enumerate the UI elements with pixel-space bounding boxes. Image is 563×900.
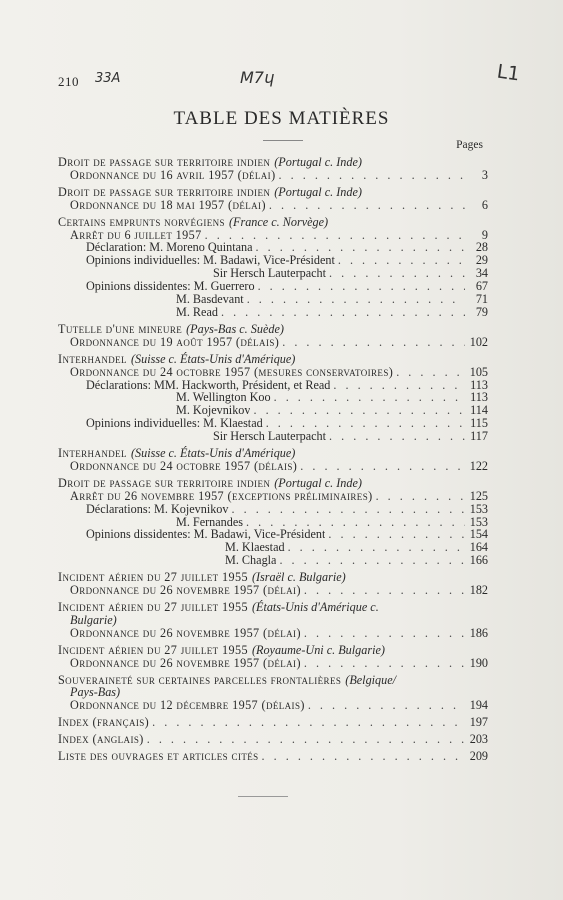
table-of-contents: [58, 152, 488, 763]
toc-page-number: 125: [469, 488, 488, 503]
toc-page-number: 113: [470, 390, 488, 405]
toc-entry: [58, 490, 488, 503]
toc-entry-text: Ordonnance du 24 octobre 1957 (délais): [70, 459, 298, 473]
toc-entry-parties: (Israël c. Bulgarie): [251, 570, 346, 585]
toc-entry-text: Incident aérien du 27 juillet 1955: [58, 571, 248, 585]
toc-page-number: 164: [469, 540, 488, 555]
toc-page-number: 166: [469, 553, 488, 568]
toc-entry-parties: (Portugal c. Inde): [274, 155, 362, 169]
toc-entry-text: Interhandel: [58, 447, 127, 460]
toc-entry-text: Déclarations: MM. Hackworth, Président, et Read: [86, 378, 331, 392]
toc-entry: [58, 733, 488, 746]
dot-leader: [147, 733, 465, 746]
toc-entry-parties: (Suisse c. États-Unis d'Amérique): [130, 446, 296, 461]
dot-leader: [258, 280, 465, 293]
page-number: 210: [58, 74, 79, 89]
toc-entry: [58, 323, 488, 336]
toc-page-number: 71: [475, 292, 488, 307]
toc-page-number: 79: [475, 304, 488, 319]
handwritten-note-center: M7ɥ: [240, 68, 275, 87]
toc-page-number: 194: [469, 698, 488, 713]
toc-entry: [58, 216, 488, 229]
toc-entry-text: Opinions dissidentes: M. Guerrero: [86, 280, 255, 294]
toc-entry: [58, 353, 488, 366]
toc-entry-text: Bulgarie): [70, 613, 117, 627]
toc-entry: [58, 241, 488, 254]
toc-entry-text: Arrêt du 6 juillet 1957: [70, 228, 202, 242]
toc-entry-text: Sir Hersch Lauterpacht: [213, 267, 327, 281]
dot-leader: [396, 366, 465, 379]
toc-page-number: 34: [475, 266, 488, 281]
toc-page-number: 6: [481, 197, 488, 212]
page-title: TABLE DES MATIÈRES: [173, 108, 390, 129]
toc-entry-text: Ordonnance du 26 novembre 1957 (délai): [70, 584, 301, 597]
dot-leader: [288, 541, 465, 554]
toc-page-number: 102: [469, 334, 488, 349]
toc-entry-text: M. Chagla: [225, 554, 277, 568]
dot-leader: [205, 229, 465, 242]
dot-leader: [308, 699, 465, 712]
toc-entry-text: Tutelle d'une mineure: [58, 322, 183, 336]
toc-entry: [58, 716, 488, 729]
toc-entry-text: Ordonnance du 24 octobre 1957 (mesures conservatoires): [70, 365, 394, 379]
toc-page-number: 190: [469, 655, 488, 670]
toc-entry: [58, 460, 488, 473]
toc-entry-text: Sir Hersch Lauterpacht: [213, 430, 327, 444]
toc-page-number: 209: [469, 749, 488, 764]
dot-leader: [247, 293, 465, 306]
toc-entry: [58, 169, 488, 182]
toc-entry-parties: (France c. Norvège): [228, 214, 329, 229]
toc-entry: [58, 379, 488, 392]
dot-leader: [333, 379, 465, 392]
toc-entry-text: Déclaration: M. Moreno Quintana: [86, 241, 253, 255]
toc-entry-parties: (États-Unis d'Amérique c.: [251, 600, 379, 614]
toc-entry: [58, 254, 488, 267]
toc-page-number: 115: [470, 416, 488, 431]
toc-entry: [58, 528, 488, 541]
toc-entry-text: M. Kojevnikov: [176, 404, 251, 418]
toc-entry-text: Certains emprunts norvégiens: [58, 215, 225, 229]
toc-entry-parties: (Portugal c. Inde): [274, 184, 362, 199]
toc-entry-parties: (Belgique/: [345, 672, 397, 687]
dot-leader: [304, 584, 465, 597]
toc-entry: [58, 199, 488, 212]
dot-leader: [253, 404, 465, 417]
toc-entry: [58, 391, 488, 404]
toc-entry-text: Index (anglais): [58, 733, 144, 747]
toc-entry-text: Souveraineté sur certaines parcelles frontalières: [58, 673, 342, 687]
toc-entry: [58, 554, 488, 567]
handwritten-note-left: 33A: [95, 71, 121, 86]
toc-entry: [58, 657, 488, 670]
toc-page-number: 197: [469, 715, 488, 730]
dot-leader: [232, 503, 466, 516]
toc-entry: [58, 156, 488, 169]
dot-leader: [274, 391, 465, 404]
toc-entry: [58, 674, 488, 687]
toc-entry-text: Droit de passage sur territoire indien: [58, 156, 271, 169]
toc-entry: [58, 614, 488, 627]
dot-leader: [256, 241, 465, 254]
toc-entry-text: Droit de passage sur territoire indien: [58, 185, 271, 199]
toc-entry: [58, 336, 488, 349]
toc-entry-parties: (Suisse c. États-Unis d'Amérique): [130, 351, 296, 366]
toc-entry-text: Ordonnance du 12 décembre 1957 (délais): [70, 699, 305, 713]
toc-page-number: 182: [469, 583, 488, 598]
toc-entry: [58, 186, 488, 199]
toc-entry-parties: (Royaume-Uni c. Bulgarie): [251, 642, 385, 657]
toc-entry-text: Ordonnance du 26 novembre 1957 (délai): [70, 626, 301, 640]
toc-entry: [58, 627, 488, 640]
toc-entry-text: Déclarations: M. Kojevnikov: [86, 502, 229, 516]
dot-leader: [266, 417, 465, 430]
toc-entry-text: Ordonnance du 19 août 1957 (délais): [70, 335, 280, 349]
dot-leader: [304, 627, 465, 640]
toc-entry-parties: (Portugal c. Inde): [274, 475, 362, 490]
dot-leader: [304, 657, 465, 670]
toc-page-number: 203: [469, 732, 488, 747]
toc-entry: [58, 571, 488, 584]
toc-entry: [58, 293, 488, 306]
toc-entry-text: Index (français): [58, 716, 150, 730]
toc-entry: [58, 229, 488, 242]
toc-entry: [58, 503, 488, 516]
toc-page-number: 28: [475, 240, 488, 255]
dot-leader: [152, 716, 465, 729]
toc-entry: [58, 306, 488, 319]
toc-page-number: 117: [470, 429, 488, 444]
toc-entry-text: M. Klaestad: [225, 541, 285, 555]
toc-page-number: 67: [475, 279, 488, 294]
dot-leader: [376, 490, 465, 503]
toc-page-number: 29: [475, 253, 488, 268]
dot-leader: [300, 460, 465, 473]
toc-entry-text: Ordonnance du 26 novembre 1957 (délai): [70, 656, 301, 670]
toc-page-number: 122: [469, 458, 488, 473]
toc-entry-text: M. Read: [176, 305, 218, 319]
toc-entry: [58, 644, 488, 657]
toc-entry: [58, 417, 488, 430]
bottom-divider: [238, 796, 288, 797]
toc-entry: [58, 430, 488, 443]
handwritten-note-right: L1: [495, 60, 522, 86]
toc-entry: [58, 699, 488, 712]
dot-leader: [279, 169, 465, 182]
toc-entry-text: M. Wellington Koo: [176, 391, 271, 405]
toc-page-number: 153: [469, 501, 488, 516]
toc-entry: [58, 686, 488, 699]
toc-page-number: 153: [469, 514, 488, 529]
dot-leader: [329, 267, 465, 280]
toc-entry: [58, 477, 488, 490]
dot-leader: [338, 254, 465, 267]
toc-entry: [58, 584, 488, 597]
title-divider: [263, 140, 303, 141]
toc-entry-text: Incident aérien du 27 juillet 1955: [58, 601, 248, 614]
toc-entry-text: M. Fernandes: [176, 515, 244, 529]
toc-entry: [58, 447, 488, 460]
toc-page-number: 113: [470, 377, 488, 392]
toc-entry-text: Incident aérien du 27 juillet 1955: [58, 643, 248, 657]
toc-entry-text: M. Basdevant: [176, 293, 244, 306]
toc-page-number: 186: [469, 625, 488, 640]
toc-entry-text: Opinions individuelles: M. Klaestad: [86, 417, 263, 431]
toc-entry: [58, 601, 488, 614]
toc-entry-text: Ordonnance du 16 avril 1957 (délai): [70, 168, 276, 182]
toc-entry-text: Pays-Bas): [70, 686, 121, 700]
toc-entry-text: Interhandel: [58, 352, 127, 366]
toc-entry: [58, 750, 488, 763]
toc-entry-text: Opinions individuelles: M. Badawi, Vice-Président: [86, 254, 335, 268]
toc-entry: [58, 366, 488, 379]
toc-entry: [58, 280, 488, 293]
dot-leader: [269, 199, 465, 212]
dot-leader: [262, 750, 465, 763]
toc-entry: [58, 267, 488, 280]
dot-leader: [328, 528, 465, 541]
toc-page-number: 114: [470, 403, 488, 418]
pages-column-header: Pages: [456, 139, 483, 151]
toc-entry: [58, 516, 488, 529]
toc-entry-text: Opinions dissidentes: M. Badawi, Vice-Président: [86, 528, 326, 542]
toc-entry: [58, 541, 488, 554]
toc-entry: [58, 404, 488, 417]
toc-page-number: 3: [481, 167, 488, 182]
toc-entry-text: Ordonnance du 18 mai 1957 (délai): [70, 198, 266, 212]
toc-page-number: 9: [481, 227, 488, 242]
toc-entry-text: Droit de passage sur territoire indien: [58, 476, 271, 490]
dot-leader: [221, 306, 465, 319]
dot-leader: [246, 516, 465, 529]
dot-leader: [279, 554, 465, 567]
toc-page-number: 154: [469, 527, 488, 542]
dot-leader: [329, 430, 465, 443]
dot-leader: [282, 336, 465, 349]
toc-entry-text: Arrêt du 26 novembre 1957 (exceptions préliminaires): [70, 489, 373, 503]
toc-entry-parties: (Pays-Bas c. Suède): [186, 321, 284, 336]
toc-page-number: 105: [469, 364, 488, 379]
toc-entry-text: Liste des ouvrages et articles cités: [58, 750, 259, 763]
